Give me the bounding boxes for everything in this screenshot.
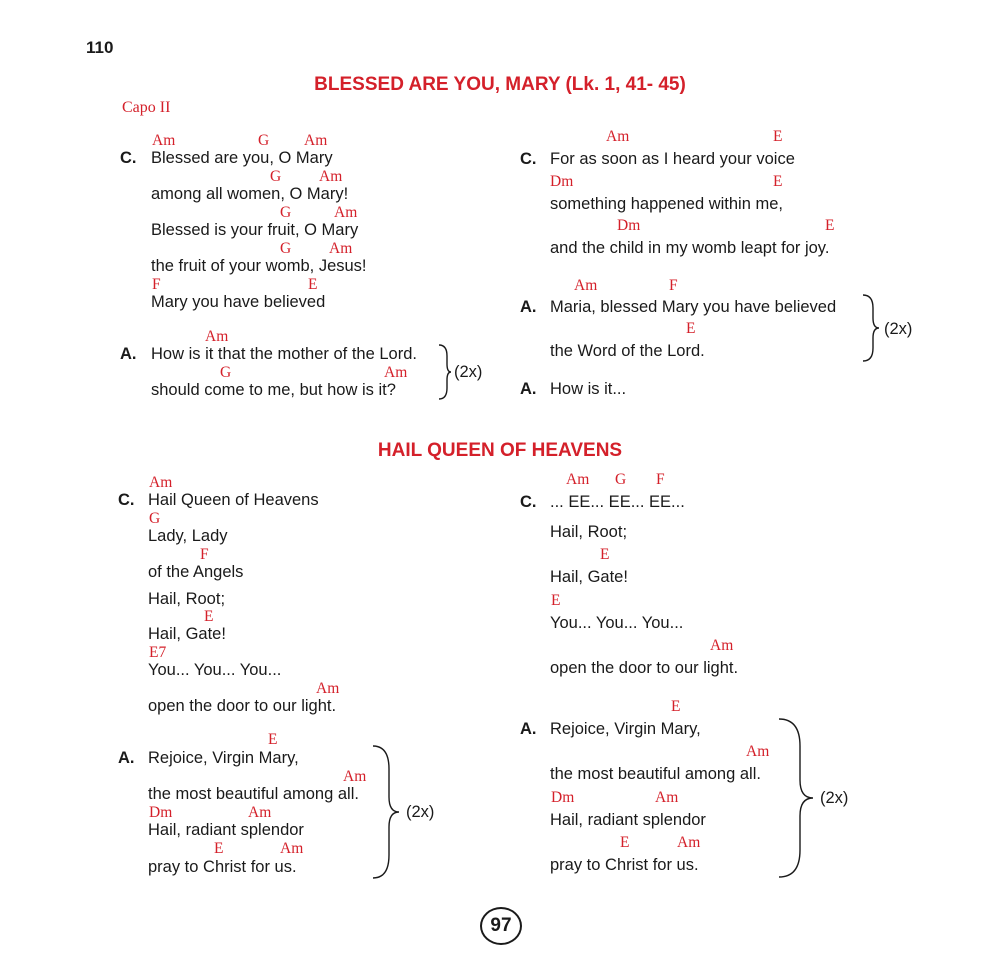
chord: E bbox=[600, 546, 610, 563]
chord: E7 bbox=[149, 644, 167, 661]
lyric-line: Rejoice, Virgin Mary, bbox=[550, 720, 701, 738]
chord: Am bbox=[677, 834, 701, 851]
lyric-line: Maria, blessed Mary you have believed bbox=[550, 298, 837, 316]
chord: E bbox=[268, 731, 278, 748]
chord: E bbox=[551, 592, 561, 609]
chord: Am bbox=[574, 277, 598, 294]
page-number-badge: 97 bbox=[480, 907, 522, 945]
lyric-line: among all women, O Mary! bbox=[151, 185, 349, 203]
chord: G bbox=[258, 132, 270, 149]
chord: G bbox=[280, 240, 292, 257]
lyric-line: Hail, radiant splendor bbox=[550, 811, 706, 829]
chord: Dm bbox=[149, 804, 173, 821]
chord: Am bbox=[152, 132, 176, 149]
lyric-line: the fruit of your womb, Jesus! bbox=[151, 257, 367, 275]
cantor-label: C. bbox=[520, 150, 537, 168]
cantor-label: C. bbox=[520, 493, 537, 511]
chord: Am bbox=[329, 240, 353, 257]
lyric-line: pray to Christ for us. bbox=[148, 858, 297, 876]
chord: G bbox=[280, 204, 292, 221]
repeat-brace bbox=[438, 344, 452, 400]
chord: F bbox=[656, 471, 665, 488]
chord: G bbox=[220, 364, 232, 381]
lyric-line: Hail, Gate! bbox=[550, 568, 628, 586]
lyric-line: Lady, Lady bbox=[148, 527, 228, 545]
lyric-line: Hail, Gate! bbox=[148, 625, 226, 643]
repeat-marker: (2x) bbox=[820, 789, 849, 807]
lyric-line: Mary you have believed bbox=[151, 293, 326, 311]
repeat-brace bbox=[862, 294, 880, 362]
chord: F bbox=[669, 277, 678, 294]
lyric-line: the Word of the Lord. bbox=[550, 342, 705, 360]
chord: E bbox=[214, 840, 224, 857]
chord: Am bbox=[280, 840, 304, 857]
chord: F bbox=[152, 276, 161, 293]
chord: E bbox=[773, 128, 783, 145]
lyric-line: open the door to our light. bbox=[148, 697, 337, 715]
lyric-line: You... You... You... bbox=[148, 661, 282, 679]
lyric-line: How is it that the mother of the Lord. bbox=[151, 345, 417, 363]
chord: Am bbox=[343, 768, 367, 785]
chord: Am bbox=[655, 789, 679, 806]
chord: Am bbox=[316, 680, 340, 697]
chord: Am bbox=[304, 132, 328, 149]
repeat-marker: (2x) bbox=[454, 363, 483, 381]
lyric-line: Hail, radiant splendor bbox=[148, 821, 304, 839]
chord: Am bbox=[746, 743, 770, 760]
lyric-line: and the child in my womb leapt for joy. bbox=[550, 239, 830, 257]
lyric-line: should come to me, but how is it? bbox=[151, 381, 396, 399]
repeat-marker: (2x) bbox=[884, 320, 913, 338]
song-title: HAIL QUEEN OF HEAVENS bbox=[377, 440, 623, 461]
chord: Am bbox=[334, 204, 358, 221]
chord: E bbox=[825, 217, 835, 234]
chord: Am bbox=[606, 128, 630, 145]
lyric-line: Blessed is your fruit, O Mary bbox=[151, 221, 359, 239]
chord: Am bbox=[149, 474, 173, 491]
lyric-line: pray to Christ for us. bbox=[550, 856, 699, 874]
cantor-label: C. bbox=[118, 491, 135, 509]
chord: Am bbox=[248, 804, 272, 821]
assembly-label: A. bbox=[120, 345, 137, 363]
assembly-label: A. bbox=[520, 298, 537, 316]
repeat-brace bbox=[778, 718, 814, 878]
chord: Am bbox=[319, 168, 343, 185]
chord: E bbox=[620, 834, 630, 851]
chord: Dm bbox=[550, 173, 574, 190]
lyric-line: You... You... You... bbox=[550, 614, 684, 632]
repeat-brace bbox=[372, 745, 400, 879]
lyric-line: For as soon as I heard your voice bbox=[550, 150, 795, 168]
chord: G bbox=[270, 168, 282, 185]
lyric-line: Rejoice, Virgin Mary, bbox=[148, 749, 299, 767]
lyric-line: open the door to our light. bbox=[550, 659, 739, 677]
cantor-label: C. bbox=[120, 149, 137, 167]
lyric-line: How is it... bbox=[550, 380, 627, 398]
lyric-line: the most beautiful among all. bbox=[148, 785, 359, 803]
lyric-line: Hail, Root; bbox=[148, 590, 226, 608]
chord: G bbox=[149, 510, 161, 527]
lyric-line: of the Angels bbox=[148, 563, 244, 581]
chord: E bbox=[773, 173, 783, 190]
lyric-line: Hail, Root; bbox=[550, 523, 628, 541]
lyric-line: Blessed are you, O Mary bbox=[151, 149, 333, 167]
assembly-label: A. bbox=[118, 749, 135, 767]
lyric-line: the most beautiful among all. bbox=[550, 765, 761, 783]
assembly-label: A. bbox=[520, 720, 537, 738]
chord: Am bbox=[710, 637, 734, 654]
lyric-line: something happened within me, bbox=[550, 195, 783, 213]
repeat-marker: (2x) bbox=[406, 803, 435, 821]
lyric-line: ... EE... EE... EE... bbox=[550, 493, 685, 511]
assembly-label: A. bbox=[520, 380, 537, 398]
chord: Dm bbox=[617, 217, 641, 234]
chord: Am bbox=[566, 471, 590, 488]
capo-note: Capo II bbox=[122, 99, 171, 116]
chord: E bbox=[308, 276, 318, 293]
lyric-line: Hail Queen of Heavens bbox=[148, 491, 319, 509]
song-title: BLESSED ARE YOU, MARY (Lk. 1, 41- 45) bbox=[314, 74, 686, 95]
chord: F bbox=[200, 546, 209, 563]
chord: E bbox=[686, 320, 696, 337]
chord: Am bbox=[384, 364, 408, 381]
page-header-number: 110 bbox=[86, 38, 114, 57]
chord: Dm bbox=[551, 789, 575, 806]
chord: E bbox=[204, 608, 214, 625]
chord: Am bbox=[205, 328, 229, 345]
chord: G bbox=[615, 471, 627, 488]
chord: E bbox=[671, 698, 681, 715]
